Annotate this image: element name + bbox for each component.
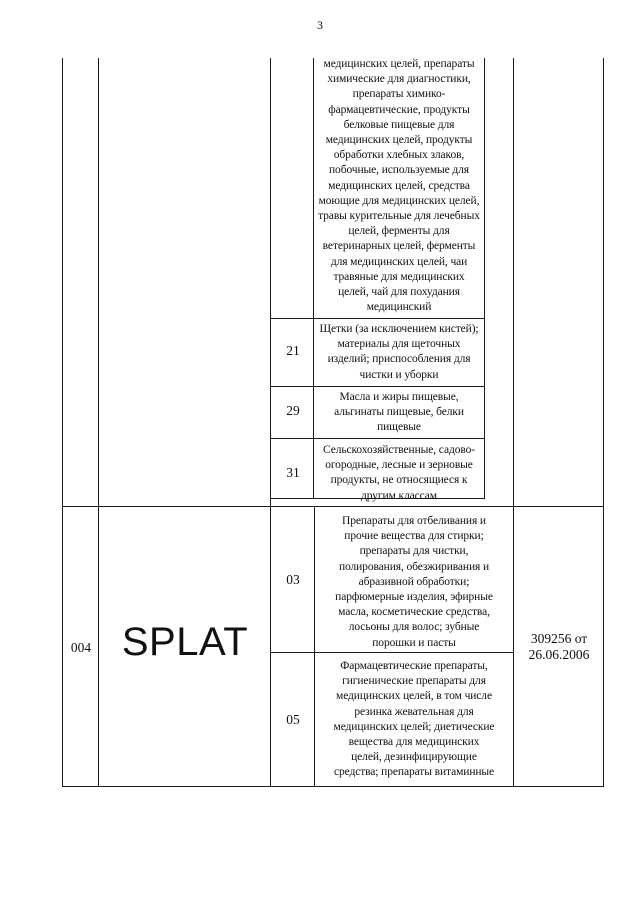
registration-number-date: 309256 от 26.06.2006: [528, 631, 590, 662]
class-number: 21: [286, 343, 300, 358]
row-divider-05: [270, 652, 514, 653]
table-border-right: [603, 58, 604, 786]
class-goods: Фармацевтические препараты, гигиенические препараты для медицинских целей, в том числе резинка жевательная для медицинских целей; диетические вещества для медицинских целей, дезинфицирующие средства; препараты витаминные: [333, 660, 495, 779]
class-goods: Щетки (за исключением кистей); материалы для щеточных изделий; приспособления для чистки и уборки: [319, 323, 479, 381]
class-number: 03: [286, 572, 300, 587]
col-divider-2: [270, 58, 271, 786]
class-number: 31: [286, 465, 300, 480]
col-divider-1: [98, 58, 99, 786]
goods-continued: медицинских целей, препараты химические для диагностики, препараты химико- фармацевтические, продукты белковые пищевые для медицинских целей, продукты обработки хлебных злаков, побочные, используемые для медицинских целей, средства моющие для медицинских целей, травы курительные для лечебных целей, ферменты для ветеринарных целей, ферменты для медицинских целей, чаи травяные для медицинских целей, чай для похудания медицинский: [318, 58, 480, 314]
row-separator-004: [62, 506, 604, 507]
class-number: 29: [286, 403, 300, 418]
entry-row-number: 004: [70, 640, 92, 655]
row-divider-31: [270, 438, 485, 439]
trademark-logo: SPLAT: [121, 620, 249, 664]
row-divider-29: [270, 386, 485, 387]
class-goods: Сельскохозяйственные, садово- огородные, лесные и зерновые продукты, не относящиеся к другим классам: [323, 444, 475, 502]
class-goods: Препараты для отбеливания и прочие вещества для стирки; препараты для чистки, полирования, обезжиривания и абразивной обработки; парфюмерные изделия, эфирные масла, косметические средства, лосьоны для волос; зубные порошки и пасты: [335, 515, 493, 649]
class-goods: Масла и жиры пищевые, альгинаты пищевые, белки пищевые: [334, 391, 464, 434]
row-divider-21: [270, 318, 485, 319]
table-border-left: [62, 58, 63, 786]
inner-border-right-upper: [484, 58, 485, 499]
col-divider-4: [513, 58, 514, 786]
table-border-bottom: [62, 786, 604, 787]
page-number: 3: [317, 18, 323, 32]
class-number: 05: [286, 712, 300, 727]
